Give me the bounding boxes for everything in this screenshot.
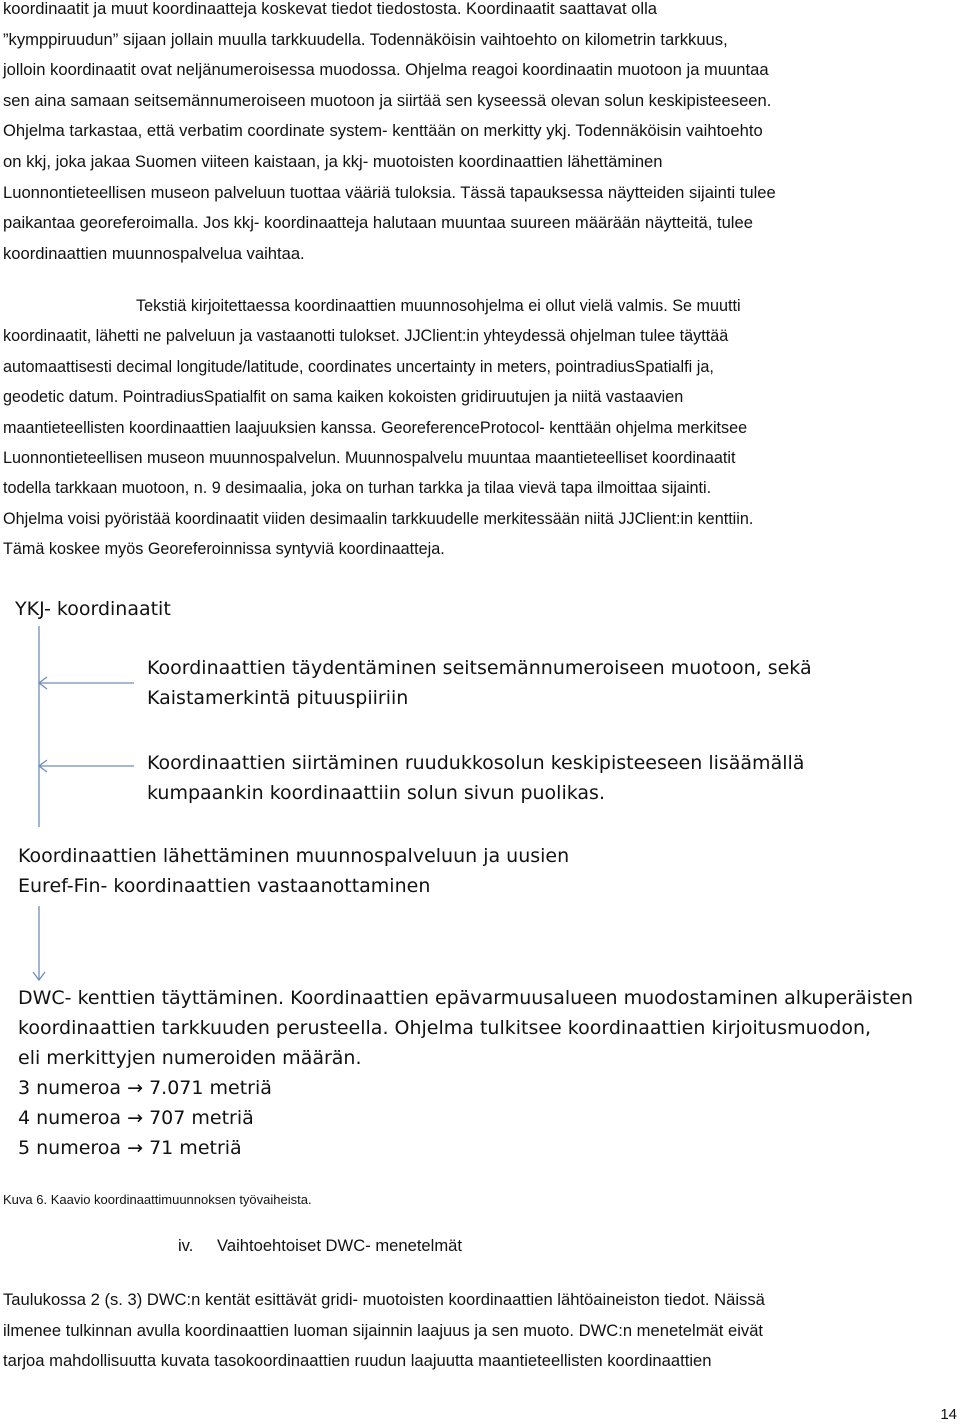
text-line: Luonnontieteellisen museon muunnospalvelun. Muunnospalvelu muuntaa maantieteelliset koordinaatit: [3, 449, 736, 468]
page-number: 14: [940, 1406, 957, 1423]
diagram-text-line: Koordinaattien siirtäminen ruudukkosolun keskipisteeseen lisäämällä: [147, 752, 805, 774]
text-line: Taulukossa 2 (s. 3) DWC:n kentät esittävät gridi- muotoisten koordinaattien lähtöaineiston tiedot. Näissä: [3, 1290, 765, 1309]
mapping-from: 4 numeroa: [18, 1107, 122, 1129]
text-line: koordinaattien muunnospalvelua vaihtaa.: [3, 243, 305, 263]
subheading-title: Vaihtoehtoiset DWC- menetelmät: [217, 1236, 463, 1255]
diagram-text-line: DWC- kenttien täyttäminen. Koordinaattien epävarmuusalueen muodostaminen alkuperäisten: [18, 987, 914, 1009]
diagram-step-4: [18, 983, 913, 1163]
text-line: koordinaatit ja muut koordinaatteja koskevat tiedot tiedostosta. Koordinaatit saattavat olla: [3, 0, 658, 18]
diagram-step-2: [147, 748, 804, 808]
text-line: koordinaatit, lähetti ne palveluun ja vastaanotti tulokset. JJClient:in yhteydessä ohjelman tulee täyttää: [3, 327, 729, 346]
diagram-text-line: Koordinaattien täydentäminen seitsemännumeroiseen muotoon, sekä: [147, 657, 812, 679]
section-subheading: [178, 1236, 462, 1256]
diagram-text-line: Kaistamerkintä pituuspiiriin: [147, 687, 409, 709]
diagram-step-3: [18, 841, 569, 901]
subheading-number: iv.: [178, 1236, 194, 1255]
text-line: Ohjelma voisi pyöristää koordinaatit viiden desimaalin tarkkuudelle merkitessään niitä JJClient:in kenttiin.: [3, 509, 754, 528]
text-line: Luonnontieteellisen museon palveluun tuottaa vääriä tuloksia. Tässä tapauksessa näytteiden sijainti tulee: [3, 182, 776, 202]
text-line: paikantaa georeferoimalla. Jos kkj- koordinaatteja halutaan muuntaa suureen määrään näytteitä, tulee: [3, 213, 753, 233]
diagram-heading: YKJ- koordinaatit: [15, 598, 171, 620]
mapping-from: 3 numeroa: [18, 1077, 122, 1099]
right-arrow-icon: →: [127, 1077, 144, 1099]
diagram-text-line: eli merkittyjen numeroiden määrän.: [18, 1047, 362, 1069]
mapping-from: 5 numeroa: [18, 1137, 122, 1159]
diagram-mapping-row: [18, 1103, 913, 1133]
text-line: tarjoa mahdollisuutta kuvata tasokoordinaattien ruudun laajuutta maantieteellisten koordinaattien: [3, 1351, 712, 1371]
text-line: sen aina samaan seitsemännumeroiseen muotoon ja siirtää sen kyseessä olevan solun keskipisteeseen.: [3, 90, 772, 110]
text-line: ”kymppiruudun” sijaan jollain muulla tarkkuudella. Todennäköisin vaihtoehto on kilometrin tarkkuus,: [3, 29, 728, 49]
right-arrow-icon: →: [127, 1107, 144, 1129]
text-line: on kkj, joka jakaa Suomen viiteen kaistaan, ja kkj- muotoisten koordinaattien lähettäminen: [3, 151, 663, 171]
text-line: ilmenee tulkinnan avulla koordinaattien luoman sijainnin laajuus ja sen muoto. DWC:n menetelmät eivät: [3, 1320, 764, 1340]
text-line: automaattisesti decimal longitude/latitude, coordinates uncertainty in meters, pointradiusSpatialfi ja,: [3, 357, 714, 376]
diagram-text-line: kumpaankin koordinaattiin solun sivun puolikas.: [147, 782, 605, 804]
diagram-mapping-row: [18, 1133, 913, 1163]
text-line: geodetic datum. PointradiusSpatialfit on sama kaiken kokoisten gridiruutujen ja niitä vastaavien: [3, 388, 684, 407]
mapping-to: 707 metriä: [149, 1107, 254, 1129]
text-line: todella tarkkaan muotoon, n. 9 desimaalia, joka on turhan tarkka ja tilaa vievä tapa ilmoittaa sijainti.: [3, 479, 712, 498]
diagram-text-line: Euref-Fin- koordinaattien vastaanottaminen: [18, 875, 431, 897]
diagram-text-line: Koordinaattien lähettäminen muunnospalveluun ja uusien: [18, 845, 570, 867]
text-line: Tekstiä kirjoitettaessa koordinaattien muunnosohjelma ei ollut vielä valmis. Se muutti: [136, 297, 741, 315]
text-line: Tämä koskee myös Georeferoinnissa syntyviä koordinaatteja.: [3, 540, 445, 559]
text-line: Ohjelma tarkastaa, että verbatim coordinate system- kenttään on merkitty ykj. Todennäköisin vaihtoehto: [3, 121, 763, 141]
mapping-to: 71 metriä: [149, 1137, 242, 1159]
diagram-step-1: [147, 653, 812, 713]
paragraph-3: [3, 1285, 948, 1377]
mapping-to: 7.071 metriä: [149, 1077, 272, 1099]
right-arrow-icon: →: [127, 1137, 144, 1159]
diagram-text-line: koordinaattien tarkkuuden perusteella. Ohjelma tulkitsee koordinaattien kirjoitusmuodon,: [18, 1017, 872, 1039]
figure-caption: Kuva 6. Kaavio koordinaattimuunnoksen työvaiheista.: [3, 1192, 312, 1207]
text-line: jolloin koordinaatit ovat neljänumeroisessa muodossa. Ohjelma reagoi koordinaatin muotoon ja muuntaa: [3, 60, 769, 80]
diagram-mapping-row: [18, 1073, 913, 1103]
text-line: maantieteellisten koordinaattien laajuuksien kanssa. GeoreferenceProtocol- kenttään ohjelma merkitsee: [3, 418, 748, 437]
